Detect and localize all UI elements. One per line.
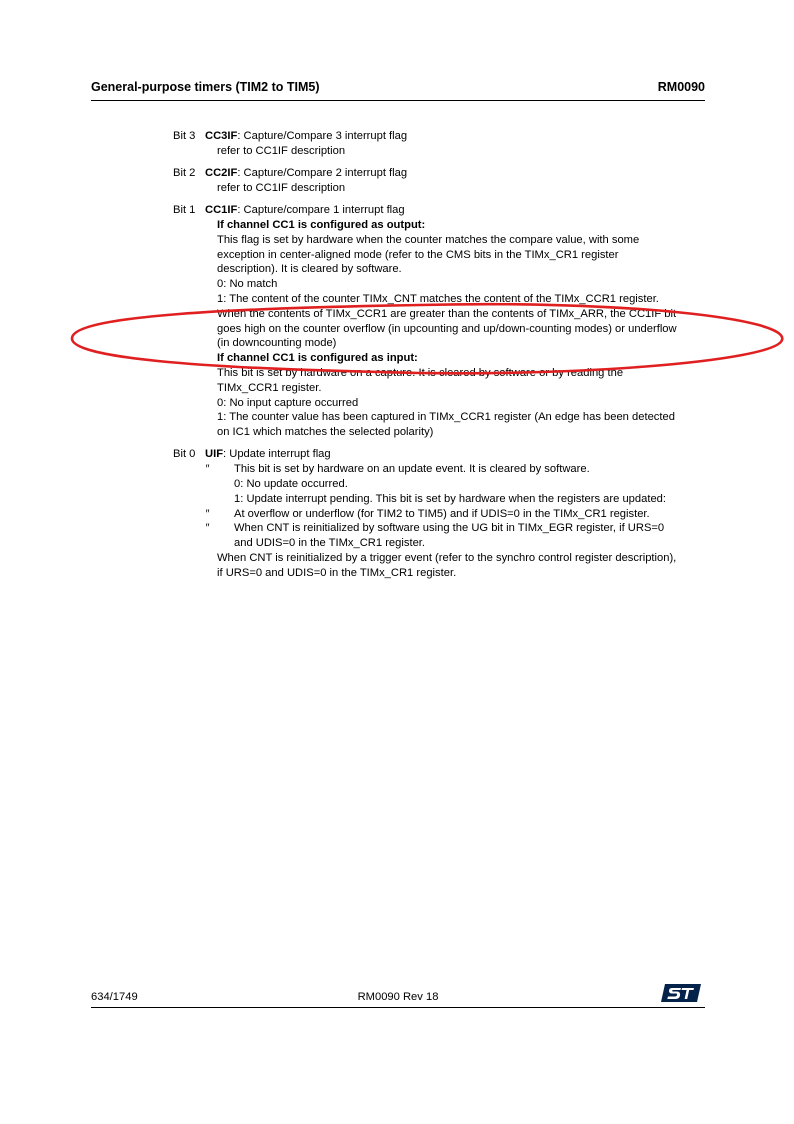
text-line: At overflow or underflow (for TIM2 to TIM5) and if UDIS=0 in the TIMx_CR1 register.	[234, 507, 650, 520]
text-line: goes high on the counter overflow (in upcounting and up/down-counting modes) or underflow	[217, 322, 677, 335]
bit-number: Bit 1	[173, 204, 196, 217]
bullet-item	[205, 521, 713, 551]
field-description: refer to CC1IF description	[217, 181, 346, 194]
text-line: description). It is cleared by software.	[217, 263, 402, 276]
field-description: refer to CC1IF description	[217, 144, 346, 157]
field-description	[205, 462, 713, 580]
text-line: This bit is set by hardware on an update event. It is cleared by software.	[234, 463, 590, 476]
page-number: 634/1749	[91, 991, 138, 1003]
text-line: 1: The counter value has been captured in TIMx_CCR1 register (An edge has been detected	[217, 411, 675, 424]
bullet-item	[205, 462, 713, 506]
section-title: General-purpose timers (TIM2 to TIM5)	[91, 80, 320, 94]
bit1-entry	[173, 203, 713, 440]
page-footer	[91, 985, 705, 1008]
text-line: 0: No match	[217, 278, 278, 291]
text-line: When the contents of TIMx_CCR1 are greater than the contents of TIMx_ARR, the CC1IF bit	[217, 307, 677, 320]
field-title: : Capture/compare 1 interrupt flag	[237, 204, 405, 217]
st-logo-icon	[661, 983, 701, 1003]
field-name: CC1IF	[205, 204, 238, 217]
field-title: : Update interrupt flag	[223, 448, 331, 461]
bit-number: Bit 3	[173, 130, 196, 142]
text-line: (in downcounting mode)	[217, 337, 337, 350]
document-revision: RM0090 Rev 18	[357, 991, 439, 1003]
field-name: UIF	[205, 448, 224, 461]
text-line: 0: No update occurred.	[234, 478, 348, 491]
bullet-mark: ″	[205, 463, 209, 476]
page-header	[91, 80, 705, 101]
text-line: if URS=0 and UDIS=0 in the TIMx_CR1 register.	[217, 566, 457, 579]
input-mode-heading: If channel CC1 is configured as input:	[217, 352, 418, 365]
output-mode-heading: If channel CC1 is configured as output:	[217, 218, 426, 231]
text-line: This bit is set by hardware on a capture. It is cleared by software or by reading the	[217, 366, 624, 379]
text-line: When CNT is reinitialized by a trigger event (refer to the synchro control register description),	[217, 552, 677, 565]
bullet-item	[205, 507, 713, 522]
bit-number: Bit 2	[173, 167, 196, 180]
text-line: 1: The content of the counter TIMx_CNT matches the content of the TIMx_CCR1 register.	[217, 292, 659, 305]
register-description	[173, 129, 713, 588]
bit2-entry	[173, 166, 713, 196]
text-line: on IC1 which matches the selected polarity)	[217, 426, 434, 439]
bit-number: Bit 0	[173, 448, 196, 461]
text-line: 1: Update interrupt pending. This bit is set by hardware when the registers are updated:	[234, 492, 667, 505]
text-line: and UDIS=0 in the TIMx_CR1 register.	[234, 537, 426, 550]
field-title: : Capture/Compare 2 interrupt flag	[237, 167, 408, 180]
text-line: TIMx_CCR1 register.	[217, 381, 322, 394]
field-title: : Capture/Compare 3 interrupt flag	[237, 130, 408, 142]
text-line: This flag is set by hardware when the counter matches the compare value, with some	[217, 233, 640, 246]
text-line: When CNT is reinitialized by software using the UG bit in TIMx_EGR register, if URS=0	[234, 522, 665, 535]
bit0-entry	[173, 447, 713, 580]
field-name: CC2IF	[205, 167, 238, 180]
document-id: RM0090	[657, 80, 705, 94]
bullet-mark: ″	[205, 522, 209, 535]
bit3-entry	[173, 129, 713, 159]
text-line: exception in center-aligned mode (refer to the CMS bits in the TIMx_CR1 register	[217, 248, 619, 261]
field-description	[205, 218, 713, 440]
bullet-mark: ″	[205, 507, 209, 520]
text-line: 0: No input capture occurred	[217, 396, 359, 409]
field-name: CC3IF	[205, 130, 238, 142]
